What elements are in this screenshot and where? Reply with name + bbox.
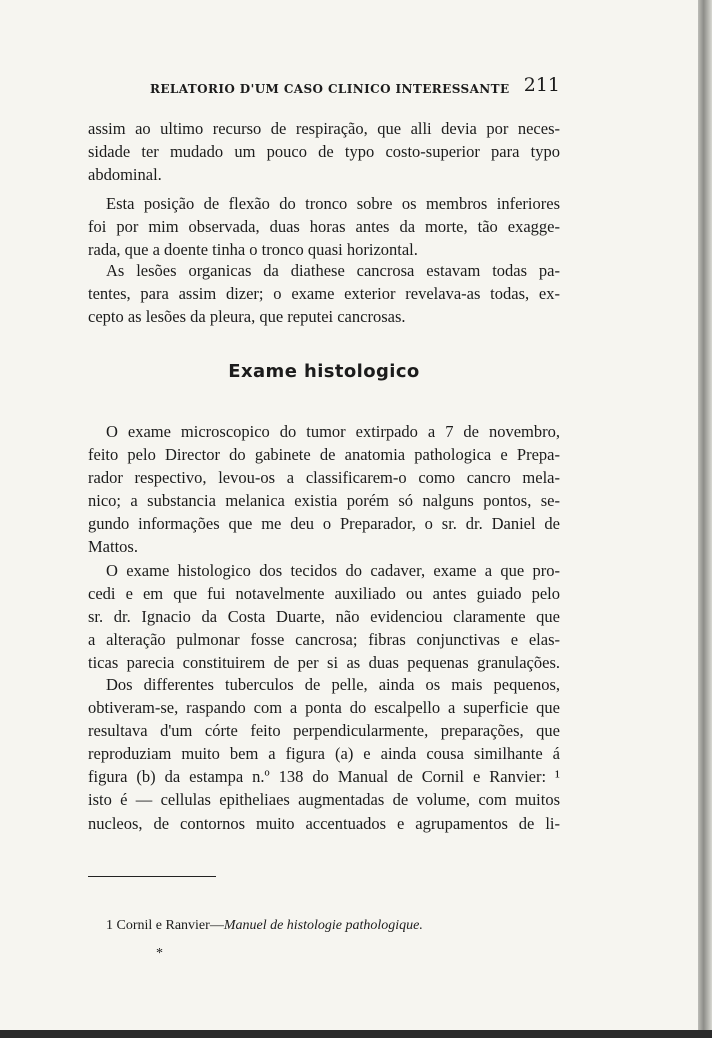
text-line: cepto as lesões da pleura, que reputei cancrosas.: [88, 307, 406, 327]
text-line: sr. dr. Ignacio da Costa Duarte, não evidenciou claramente que: [88, 607, 560, 627]
body-paragraph: [88, 259, 560, 328]
text-line: gundo informações que me deu o Preparador, o sr. dr. Daniel de: [88, 514, 560, 534]
text-line: rada, que a doente tinha o tronco quasi horizontal.: [88, 240, 418, 260]
text-line: As lesões organicas da diathese cancrosa estavam todas pa-: [106, 261, 560, 280]
text-line: rador respectivo, levou-os a classificarem-o como cancro mela-: [88, 468, 560, 488]
footnote-rule: [88, 876, 216, 877]
text-line: obtiveram-se, raspando com a ponta do escalpello a superficie que: [88, 698, 560, 718]
text-line: resultava d'um córte feito perpendicularmente, preparações, que: [88, 721, 560, 741]
body-paragraph: [88, 559, 560, 674]
text-line: a alteração pulmonar fosse cancrosa; fibras conjunctivas e elas-: [88, 630, 560, 650]
footnote: [106, 918, 423, 934]
text-line: O exame histologico dos tecidos do cadaver, exame a que pro-: [106, 561, 560, 580]
text-line: Dos differentes tuberculos de pelle, ainda os mais pequenos,: [106, 675, 560, 694]
text-line: abdominal.: [88, 165, 162, 185]
text-line: Esta posição de flexão do tronco sobre os membros inferiores: [106, 194, 560, 213]
text-line: nucleos, de contornos muito accentuados e agrupamentos de li-: [88, 813, 560, 833]
footnote-dash: —: [209, 918, 224, 933]
footnote-authors: Cornil e Ranvier: [116, 918, 210, 933]
page-number: 211: [523, 74, 560, 96]
section-heading: Exame histologico: [228, 361, 420, 382]
body-paragraph: [88, 192, 560, 261]
text-line: isto é — cellulas epitheliaes augmentadas de volume, com muitos: [88, 790, 560, 810]
page-edge: [698, 0, 712, 1030]
text-line: nico; a substancia melanica existia porém só nalguns pontos, se-: [88, 491, 560, 511]
running-title: RELATORIO D'UM CASO CLINICO INTERESSANTE: [150, 82, 510, 96]
body-paragraph: [88, 117, 560, 186]
text-line: feito pelo Director do gabinete de anatomia pathologica e Prepa-: [88, 445, 560, 465]
text-line: reproduziam muito bem a figura (a) e ainda cousa similhante á: [88, 744, 560, 764]
text-line: ticas parecia constituirem de per si as duas pequenas granulações.: [88, 653, 560, 673]
body-paragraph: [88, 673, 560, 835]
signature-mark: *: [156, 946, 163, 961]
body-paragraph: [88, 420, 560, 559]
text-line: Mattos.: [88, 537, 138, 557]
footnote-work-title: Manuel de histologie pathologique.: [223, 918, 423, 933]
footnote-marker: 1: [106, 918, 113, 933]
text-line: cedi e em que fui notavelmente auxiliado ou antes guiado pelo: [88, 584, 560, 604]
running-header: [150, 74, 560, 96]
text-line: assim ao ultimo recurso de respiração, que alli devia por neces-: [88, 119, 560, 138]
text-line: foi por mim observada, duas horas antes da morte, tão exagge-: [88, 217, 560, 237]
text-line: figura (b) da estampa n.º 138 do Manual de Cornil e Ranvier: ¹: [88, 767, 560, 787]
text-line: tentes, para assim dizer; o exame exterior revelava-as todas, ex-: [88, 284, 560, 304]
text-line: sidade ter mudado um pouco de typo costo-superior para typo: [88, 142, 560, 162]
text-line: O exame microscopico do tumor extirpado a 7 de novembro,: [106, 422, 560, 441]
